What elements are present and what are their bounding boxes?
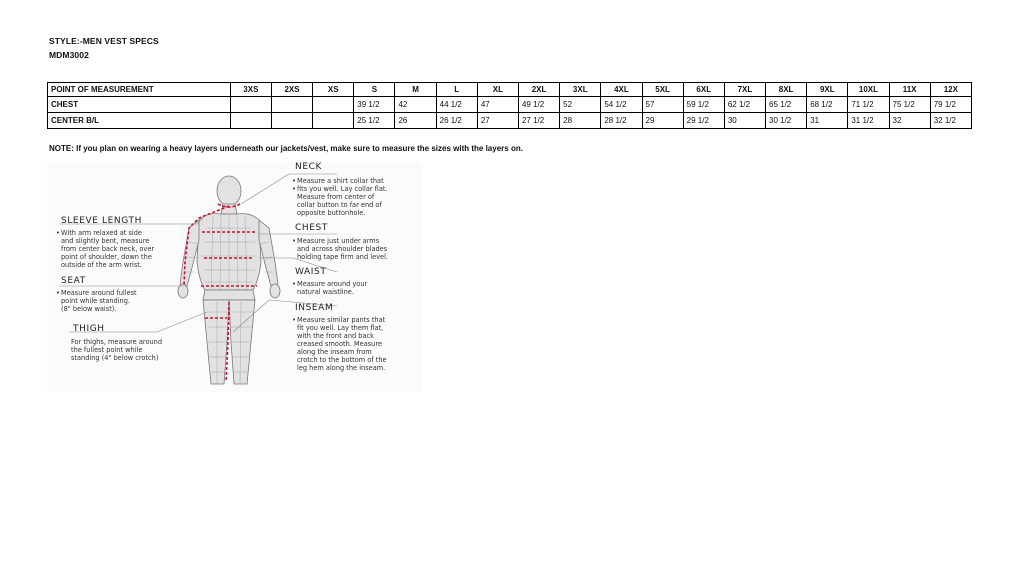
row-label-cell: CHEST bbox=[48, 97, 231, 113]
measurement-cell: 39 1/2 bbox=[354, 97, 395, 113]
seat-line: • Measure around fullest bbox=[56, 289, 137, 297]
table-row bbox=[48, 113, 972, 129]
neck-line: Measure from center of bbox=[297, 193, 375, 201]
inseam-line: fit you well. Lay them flat, bbox=[297, 324, 384, 332]
chest-description bbox=[292, 237, 388, 261]
table-header-row bbox=[48, 83, 972, 97]
measurement-cell: 44 1/2 bbox=[436, 97, 477, 113]
measurement-cell: 32 bbox=[889, 113, 930, 129]
neck-line: • Measure a shirt collar that bbox=[292, 177, 388, 185]
header-cell-size: 11X bbox=[889, 83, 930, 97]
waist-description bbox=[292, 280, 367, 296]
header-cell-size: 4XL bbox=[601, 83, 642, 97]
measurement-cell: 27 bbox=[477, 113, 518, 129]
thigh-description bbox=[71, 338, 162, 362]
seat-line: point while standing. bbox=[61, 297, 131, 305]
sleeve-line: from center back neck, over bbox=[61, 245, 155, 253]
measurement-cell: 29 1/2 bbox=[683, 113, 724, 129]
inseam-line: creased smooth. Measure bbox=[297, 340, 382, 348]
sleeve-line: • With arm relaxed at side bbox=[56, 229, 154, 237]
sleeve-length-description bbox=[56, 229, 154, 269]
header-cell-size: S bbox=[354, 83, 395, 97]
inseam-caption: INSEAM bbox=[295, 303, 334, 313]
thigh-line: the fullest point while bbox=[71, 346, 143, 354]
chest-line: holding tape firm and level. bbox=[297, 253, 389, 261]
header-cell-size: 3XL bbox=[560, 83, 601, 97]
waist-line: • Measure around your bbox=[292, 280, 367, 288]
table-row bbox=[48, 97, 972, 113]
measurement-guide-figure bbox=[47, 162, 422, 392]
measurement-cell: 27 1/2 bbox=[518, 113, 559, 129]
neck-description bbox=[292, 177, 388, 217]
measurement-cell: 32 1/2 bbox=[930, 113, 971, 129]
header-cell-size: 7XL bbox=[724, 83, 765, 97]
header-cell-size: 10XL bbox=[848, 83, 889, 97]
measurement-cell bbox=[271, 97, 312, 113]
style-title: STYLE:-MEN VEST SPECS bbox=[49, 36, 159, 46]
layering-note: NOTE: If you plan on wearing a heavy layers underneath our jackets/vest, make sure to measure the sizes with the layers on. bbox=[49, 144, 523, 153]
inseam-line: with the front and back bbox=[297, 332, 374, 340]
measurement-cell: 62 1/2 bbox=[724, 97, 765, 113]
header-cell-size: 6XL bbox=[683, 83, 724, 97]
chest-line: and across shoulder blades bbox=[297, 245, 388, 253]
sleeve-line: and slightly bent, measure bbox=[61, 237, 150, 245]
header-cell-size: 12X bbox=[930, 83, 971, 97]
measurement-cell: 75 1/2 bbox=[889, 97, 930, 113]
measurement-cell: 71 1/2 bbox=[848, 97, 889, 113]
style-code: MDM3002 bbox=[49, 50, 89, 60]
sleeve-line: outside of the arm wrist. bbox=[61, 261, 142, 269]
sleeve-line: point of shoulder, down the bbox=[61, 253, 152, 261]
inseam-line: crotch to the bottom of the bbox=[297, 356, 387, 364]
measurement-cell: 26 1/2 bbox=[436, 113, 477, 129]
header-cell-point-of-measurement: POINT OF MEASUREMENT bbox=[48, 83, 231, 97]
header-cell-size: M bbox=[395, 83, 436, 97]
inseam-description bbox=[292, 316, 387, 372]
header-cell-size: L bbox=[436, 83, 477, 97]
neck-caption: NECK bbox=[295, 162, 323, 172]
measurement-cell: 26 bbox=[395, 113, 436, 129]
seat-description bbox=[56, 289, 137, 313]
neck-line: opposite buttonhole. bbox=[297, 209, 366, 217]
measurement-cell: 57 bbox=[642, 97, 683, 113]
measurement-cell: 79 1/2 bbox=[930, 97, 971, 113]
thigh-line: For thighs, measure around bbox=[71, 338, 163, 346]
header-cell-size: 8XL bbox=[766, 83, 807, 97]
neck-line: • fits you well. Lay collar flat. bbox=[292, 185, 388, 193]
measurement-cell: 28 bbox=[560, 113, 601, 129]
measurement-cell: 47 bbox=[477, 97, 518, 113]
measurement-cell: 30 1/2 bbox=[766, 113, 807, 129]
sleeve-length-caption: SLEEVE LENGTH bbox=[61, 216, 142, 226]
measurement-cell: 52 bbox=[560, 97, 601, 113]
measurement-cell: 54 1/2 bbox=[601, 97, 642, 113]
header-cell-size: XS bbox=[313, 83, 354, 97]
measurement-cell: 25 1/2 bbox=[354, 113, 395, 129]
row-label-cell: CENTER B/L bbox=[48, 113, 231, 129]
size-spec-table bbox=[47, 82, 972, 129]
chest-line: • Measure just under arms bbox=[292, 237, 388, 245]
measurement-cell bbox=[271, 113, 312, 129]
measurement-cell: 30 bbox=[724, 113, 765, 129]
measurement-cell bbox=[313, 97, 354, 113]
measurement-cell bbox=[313, 113, 354, 129]
measurement-cell: 68 1/2 bbox=[807, 97, 848, 113]
header-cell-size: XL bbox=[477, 83, 518, 97]
header-cell-size: 5XL bbox=[642, 83, 683, 97]
header-cell-size: 2XS bbox=[271, 83, 312, 97]
thigh-caption: THIGH bbox=[73, 324, 105, 334]
inseam-line: along the inseam from bbox=[297, 348, 372, 356]
measurement-cell: 42 bbox=[395, 97, 436, 113]
chest-caption: CHEST bbox=[295, 223, 328, 233]
measurement-cell: 65 1/2 bbox=[766, 97, 807, 113]
measurement-cell: 59 1/2 bbox=[683, 97, 724, 113]
neck-line: collar button to far end of bbox=[297, 201, 382, 209]
measurement-cell bbox=[230, 113, 271, 129]
header-cell-size: 2XL bbox=[518, 83, 559, 97]
inseam-line: • Measure similar pants that bbox=[292, 316, 387, 324]
header-cell-size: 9XL bbox=[807, 83, 848, 97]
measurement-cell bbox=[230, 97, 271, 113]
seat-line: (8" below waist). bbox=[61, 305, 117, 313]
measurement-cell: 49 1/2 bbox=[518, 97, 559, 113]
waist-line: natural waistline. bbox=[297, 288, 354, 296]
thigh-line: standing (4" below crotch) bbox=[71, 354, 159, 362]
waist-caption: WAIST bbox=[295, 267, 327, 277]
inseam-line: leg hem along the inseam. bbox=[297, 364, 386, 372]
header-cell-size: 3XS bbox=[230, 83, 271, 97]
measurement-cell: 29 bbox=[642, 113, 683, 129]
measurement-cell: 28 1/2 bbox=[601, 113, 642, 129]
seat-caption: SEAT bbox=[61, 276, 86, 286]
measurement-cell: 31 bbox=[807, 113, 848, 129]
measurement-cell: 31 1/2 bbox=[848, 113, 889, 129]
